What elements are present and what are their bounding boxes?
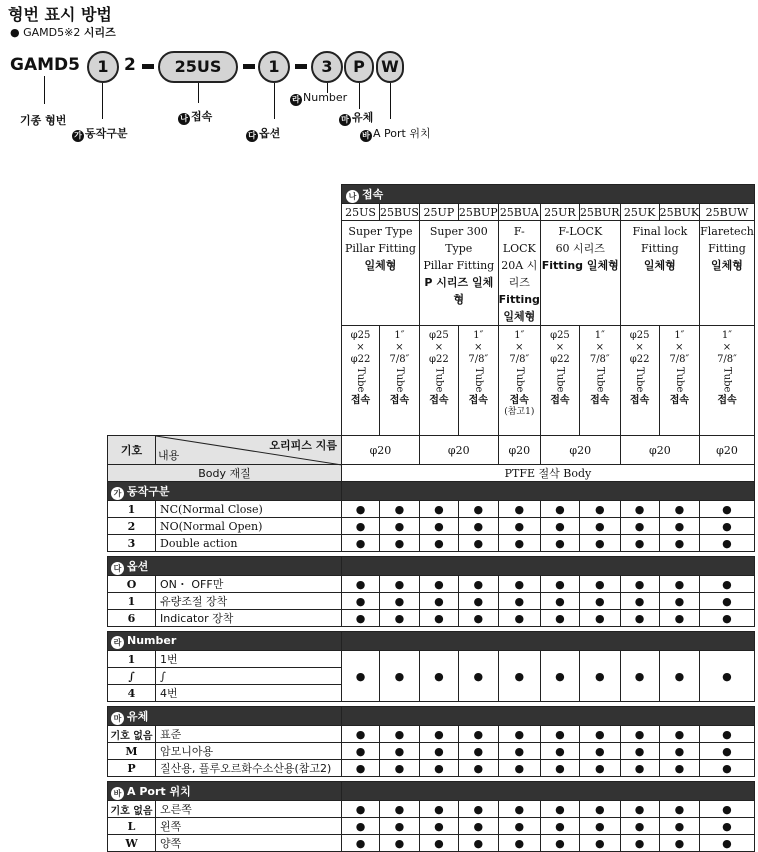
availability-dot: ● (380, 835, 420, 852)
availability-dot: ● (700, 835, 755, 852)
label-base: 기종 형번 (20, 114, 67, 127)
section-header: 마 유체 (108, 707, 342, 726)
row-code: 기호 없음 (108, 801, 156, 818)
availability-dot: ● (498, 743, 540, 760)
availability-dot: ● (342, 518, 380, 535)
tube-size: 1″ × 7/8″ Tube 접속 (참고1) (498, 326, 540, 436)
availability-dot: ● (620, 801, 659, 818)
label-connection: 나 접속 (178, 108, 212, 125)
connection-code: 25BUW (700, 204, 755, 221)
circle-mark-icon: 마 (111, 712, 124, 725)
availability-dot: ● (458, 651, 498, 702)
tube-size: 1″ × 7/8″ Tube 접속 (700, 326, 755, 436)
availability-dot: ● (540, 535, 579, 552)
connection-code: 25UP (419, 204, 458, 221)
availability-dot: ● (419, 801, 458, 818)
section-header: 다 옵션 (108, 557, 342, 576)
connection-code: 25BUK (659, 205, 700, 219)
row-description: 표준 (156, 726, 342, 743)
label-number: 라 Number (290, 91, 347, 106)
row-description: ON・ OFF만 (156, 576, 342, 593)
circle-mark-icon: 라 (111, 636, 124, 649)
availability-dot: ● (380, 501, 420, 518)
availability-dot: ● (498, 760, 540, 777)
content-label: 내용 (158, 449, 180, 462)
model-code-diagram (0, 46, 480, 146)
tube-size: 1″ × 7/8″ Tube 접속 (458, 326, 498, 436)
code-part-connection: 25US (158, 51, 238, 83)
label-option: 다 옵션 (246, 125, 280, 142)
availability-dot: ● (380, 610, 420, 627)
row-description: Indicator 장착 (156, 610, 342, 627)
model-prefix: GAMD5 (10, 55, 80, 75)
availability-dot: ● (458, 818, 498, 835)
row-code: 1 (108, 501, 156, 518)
connection-code: 25BUP (458, 205, 498, 219)
connection-type: F-LOCK 60 시리즈 Fitting 일체형 (540, 221, 620, 326)
availability-dot: ● (419, 535, 458, 552)
availability-dot: ● (458, 610, 498, 627)
tube-size: φ25 × φ22 Tube 접속 (620, 326, 659, 436)
availability-dot: ● (419, 518, 458, 535)
availability-dot: ● (620, 726, 659, 743)
label-fluid: 마 유체 (339, 109, 373, 126)
code-part-port: W (376, 51, 404, 83)
row-description: ∫ (156, 668, 342, 685)
circle-mark-icon: 라 (290, 94, 302, 106)
availability-dot: ● (342, 593, 380, 610)
availability-dot: ● (458, 535, 498, 552)
code-part-action: 1 (87, 51, 119, 83)
tube-size: 1″ × 7/8″ Tube 접속 (579, 326, 620, 436)
availability-dot: ● (380, 726, 420, 743)
connection-type: Flaretech Fitting 일체형 (700, 221, 755, 326)
row-code: 4 (108, 685, 156, 702)
connection-code: 25BUA (499, 205, 539, 219)
availability-dot: ● (498, 535, 540, 552)
orifice-value: φ20 (620, 436, 700, 465)
row-code: 2 (108, 518, 156, 535)
availability-dot: ● (620, 593, 659, 610)
availability-dot: ● (419, 501, 458, 518)
leader-base (44, 76, 45, 104)
row-description: 4번 (156, 685, 342, 702)
availability-dot: ● (380, 760, 420, 777)
availability-dot: ● (419, 818, 458, 835)
availability-dot: ● (419, 726, 458, 743)
availability-dot: ● (620, 518, 659, 535)
connection-code: 25BUR (579, 205, 620, 219)
availability-dot: ● (700, 651, 755, 702)
leader-option (274, 83, 275, 119)
availability-dot: ● (579, 760, 620, 777)
availability-dot: ● (498, 593, 540, 610)
availability-dot: ● (659, 743, 700, 760)
orifice-value: φ20 (540, 436, 620, 465)
body-value: PTFE 절삭 Body (342, 465, 755, 482)
circle-mark-icon: 나 (178, 113, 190, 125)
availability-dot: ● (620, 576, 659, 593)
availability-dot: ● (498, 818, 540, 835)
row-code: W (108, 835, 156, 852)
tube-size: φ25 × φ22 Tube 접속 (342, 326, 380, 436)
circle-mark-icon: 바 (111, 787, 124, 800)
availability-dot: ● (700, 743, 755, 760)
availability-dot: ● (342, 610, 380, 627)
availability-dot: ● (659, 835, 700, 852)
leader-port (390, 83, 391, 119)
availability-dot: ● (540, 501, 579, 518)
availability-dot: ● (342, 501, 380, 518)
availability-dot: ● (540, 610, 579, 627)
availability-dot: ● (342, 535, 380, 552)
availability-dot: ● (659, 801, 700, 818)
code-part-fluid: P (344, 51, 374, 83)
availability-dot: ● (419, 576, 458, 593)
availability-dot: ● (540, 743, 579, 760)
section-header-fill (342, 482, 755, 501)
availability-dot: ● (700, 818, 755, 835)
availability-dot: ● (342, 760, 380, 777)
dash-3 (295, 64, 307, 69)
availability-dot: ● (540, 651, 579, 702)
page-title: 형번 표시 방법 (8, 5, 112, 24)
connection-code: 25UK (620, 204, 659, 221)
availability-dot: ● (579, 501, 620, 518)
availability-dot: ● (342, 651, 380, 702)
availability-dot: ● (419, 760, 458, 777)
corner-cell (156, 436, 342, 465)
availability-dot: ● (380, 518, 420, 535)
availability-dot: ● (458, 501, 498, 518)
row-code: 기호 없음 (108, 726, 156, 743)
availability-dot: ● (700, 593, 755, 610)
connection-type: Super 300 Type Pillar Fitting P 시리즈 일체형 (419, 221, 498, 326)
availability-dot: ● (540, 518, 579, 535)
orifice-label: 오리피스 지름 (269, 439, 337, 452)
availability-dot: ● (498, 726, 540, 743)
circle-mark-icon: 나 (346, 190, 359, 203)
availability-dot: ● (579, 726, 620, 743)
row-description: 암모니아용 (156, 743, 342, 760)
availability-dot: ● (458, 760, 498, 777)
label-port: 바 A Port 위치 (360, 125, 431, 142)
section-header-fill (342, 782, 755, 801)
orifice-value: φ20 (700, 436, 755, 465)
availability-dot: ● (380, 593, 420, 610)
availability-dot: ● (620, 535, 659, 552)
availability-dot: ● (342, 726, 380, 743)
availability-dot: ● (419, 835, 458, 852)
availability-dot: ● (380, 535, 420, 552)
availability-dot: ● (380, 818, 420, 835)
availability-dot: ● (700, 535, 755, 552)
availability-dot: ● (659, 760, 700, 777)
row-description: 유량조절 장착 (156, 593, 342, 610)
circle-mark-icon: 다 (246, 130, 258, 142)
section-header-fill (342, 557, 755, 576)
availability-dot: ● (659, 535, 700, 552)
availability-dot: ● (659, 576, 700, 593)
corner-symbol: 기호 (108, 436, 156, 465)
connection-code: 25BUS (380, 205, 419, 219)
availability-dot: ● (342, 576, 380, 593)
dash-1 (142, 64, 154, 69)
availability-dot: ● (659, 518, 700, 535)
availability-dot: ● (579, 835, 620, 852)
availability-dot: ● (540, 801, 579, 818)
tube-size: 1″ × 7/8″ Tube 접속 (380, 326, 420, 436)
availability-dot: ● (579, 518, 620, 535)
availability-dot: ● (700, 726, 755, 743)
leader-action (102, 83, 103, 119)
row-description: 양쪽 (156, 835, 342, 852)
dash-2 (243, 64, 255, 69)
availability-dot: ● (620, 501, 659, 518)
connection-header: 나 접속 (342, 185, 755, 204)
series-model: GAMD5※2 (23, 26, 81, 39)
row-code: 1 (108, 651, 156, 668)
availability-dot: ● (700, 760, 755, 777)
series-line (10, 24, 116, 40)
connection-type: F-LOCK 20A 시리즈 Fitting 일체형 (498, 221, 540, 326)
availability-dot: ● (659, 726, 700, 743)
orifice-value: φ20 (342, 436, 420, 465)
availability-dot: ● (458, 726, 498, 743)
row-code: ∫ (108, 668, 156, 685)
availability-dot: ● (380, 801, 420, 818)
availability-dot: ● (342, 743, 380, 760)
availability-dot: ● (498, 576, 540, 593)
availability-dot: ● (458, 576, 498, 593)
availability-dot: ● (579, 610, 620, 627)
leader-fluid (359, 83, 360, 109)
connection-type: Super Type Pillar Fitting 일체형 (342, 221, 420, 326)
availability-dot: ● (540, 760, 579, 777)
section-header: 가 동작구분 (108, 482, 342, 501)
availability-dot: ● (540, 726, 579, 743)
section-header-fill (342, 632, 755, 651)
availability-dot: ● (458, 593, 498, 610)
row-code: M (108, 743, 156, 760)
circle-mark-icon: 가 (72, 130, 84, 142)
section-header: 라 Number (108, 632, 342, 651)
availability-dot: ● (700, 801, 755, 818)
availability-dot: ● (579, 651, 620, 702)
availability-dot: ● (700, 610, 755, 627)
availability-dot: ● (659, 651, 700, 702)
availability-dot: ● (579, 593, 620, 610)
availability-dot: ● (498, 801, 540, 818)
tube-size: φ25 × φ22 Tube 접속 (419, 326, 458, 436)
availability-dot: ● (620, 651, 659, 702)
body-label: Body 재질 (108, 465, 342, 482)
availability-dot: ● (540, 835, 579, 852)
tube-size: φ25 × φ22 Tube 접속 (540, 326, 579, 436)
availability-dot: ● (620, 760, 659, 777)
availability-dot: ● (342, 801, 380, 818)
availability-dot: ● (620, 743, 659, 760)
availability-dot: ● (419, 610, 458, 627)
connection-code: 25UR (540, 204, 579, 221)
connection-type: Final lock Fitting 일체형 (620, 221, 700, 326)
section-header: 바 A Port 위치 (108, 782, 342, 801)
availability-dot: ● (458, 835, 498, 852)
tube-size: 1″ × 7/8″ Tube 접속 (659, 326, 700, 436)
circle-mark-icon: 다 (111, 562, 124, 575)
availability-dot: ● (579, 801, 620, 818)
circle-mark-icon: 가 (111, 487, 124, 500)
spec-table (107, 184, 755, 852)
orifice-value: φ20 (419, 436, 498, 465)
label-action: 가 동작구분 (72, 125, 128, 142)
row-code: 6 (108, 610, 156, 627)
code-part-option: 1 (258, 51, 290, 83)
code-part-fixed: 2 (124, 55, 136, 75)
availability-dot: ● (659, 818, 700, 835)
availability-dot: ● (620, 818, 659, 835)
connection-code: 25US (342, 204, 380, 221)
availability-dot: ● (659, 593, 700, 610)
row-code: L (108, 818, 156, 835)
availability-dot: ● (659, 610, 700, 627)
availability-dot: ● (458, 743, 498, 760)
row-description: 질산용, 플루오르화수소산용(참고2) (156, 760, 342, 777)
availability-dot: ● (498, 501, 540, 518)
row-description: NO(Normal Open) (156, 518, 342, 535)
availability-dot: ● (498, 651, 540, 702)
availability-dot: ● (458, 518, 498, 535)
availability-dot: ● (498, 835, 540, 852)
row-code: O (108, 576, 156, 593)
leader-connection (198, 83, 199, 103)
bullet-icon: ● (10, 26, 20, 39)
row-description: 오른쪽 (156, 801, 342, 818)
availability-dot: ● (540, 818, 579, 835)
row-description: Double action (156, 535, 342, 552)
availability-dot: ● (700, 518, 755, 535)
availability-dot: ● (380, 651, 420, 702)
row-description: 1번 (156, 651, 342, 668)
availability-dot: ● (540, 593, 579, 610)
availability-dot: ● (419, 593, 458, 610)
code-part-number: 3 (311, 51, 343, 83)
availability-dot: ● (498, 610, 540, 627)
circle-mark-icon: 마 (339, 114, 351, 126)
availability-dot: ● (700, 501, 755, 518)
availability-dot: ● (579, 818, 620, 835)
series-suffix: 시리즈 (83, 26, 116, 39)
availability-dot: ● (380, 576, 420, 593)
availability-dot: ● (380, 743, 420, 760)
availability-dot: ● (498, 518, 540, 535)
availability-dot: ● (342, 835, 380, 852)
row-code: P (108, 760, 156, 777)
availability-dot: ● (579, 743, 620, 760)
availability-dot: ● (579, 576, 620, 593)
section-header-fill (342, 707, 755, 726)
row-description: NC(Normal Close) (156, 501, 342, 518)
row-description: 왼쪽 (156, 818, 342, 835)
availability-dot: ● (419, 743, 458, 760)
orifice-value: φ20 (498, 436, 540, 465)
circle-mark-icon: 바 (360, 130, 372, 142)
row-code: 1 (108, 593, 156, 610)
availability-dot: ● (458, 801, 498, 818)
row-code: 3 (108, 535, 156, 552)
availability-dot: ● (620, 610, 659, 627)
availability-dot: ● (620, 835, 659, 852)
availability-dot: ● (659, 501, 700, 518)
availability-dot: ● (342, 818, 380, 835)
availability-dot: ● (540, 576, 579, 593)
availability-dot: ● (700, 576, 755, 593)
availability-dot: ● (419, 651, 458, 702)
availability-dot: ● (579, 535, 620, 552)
